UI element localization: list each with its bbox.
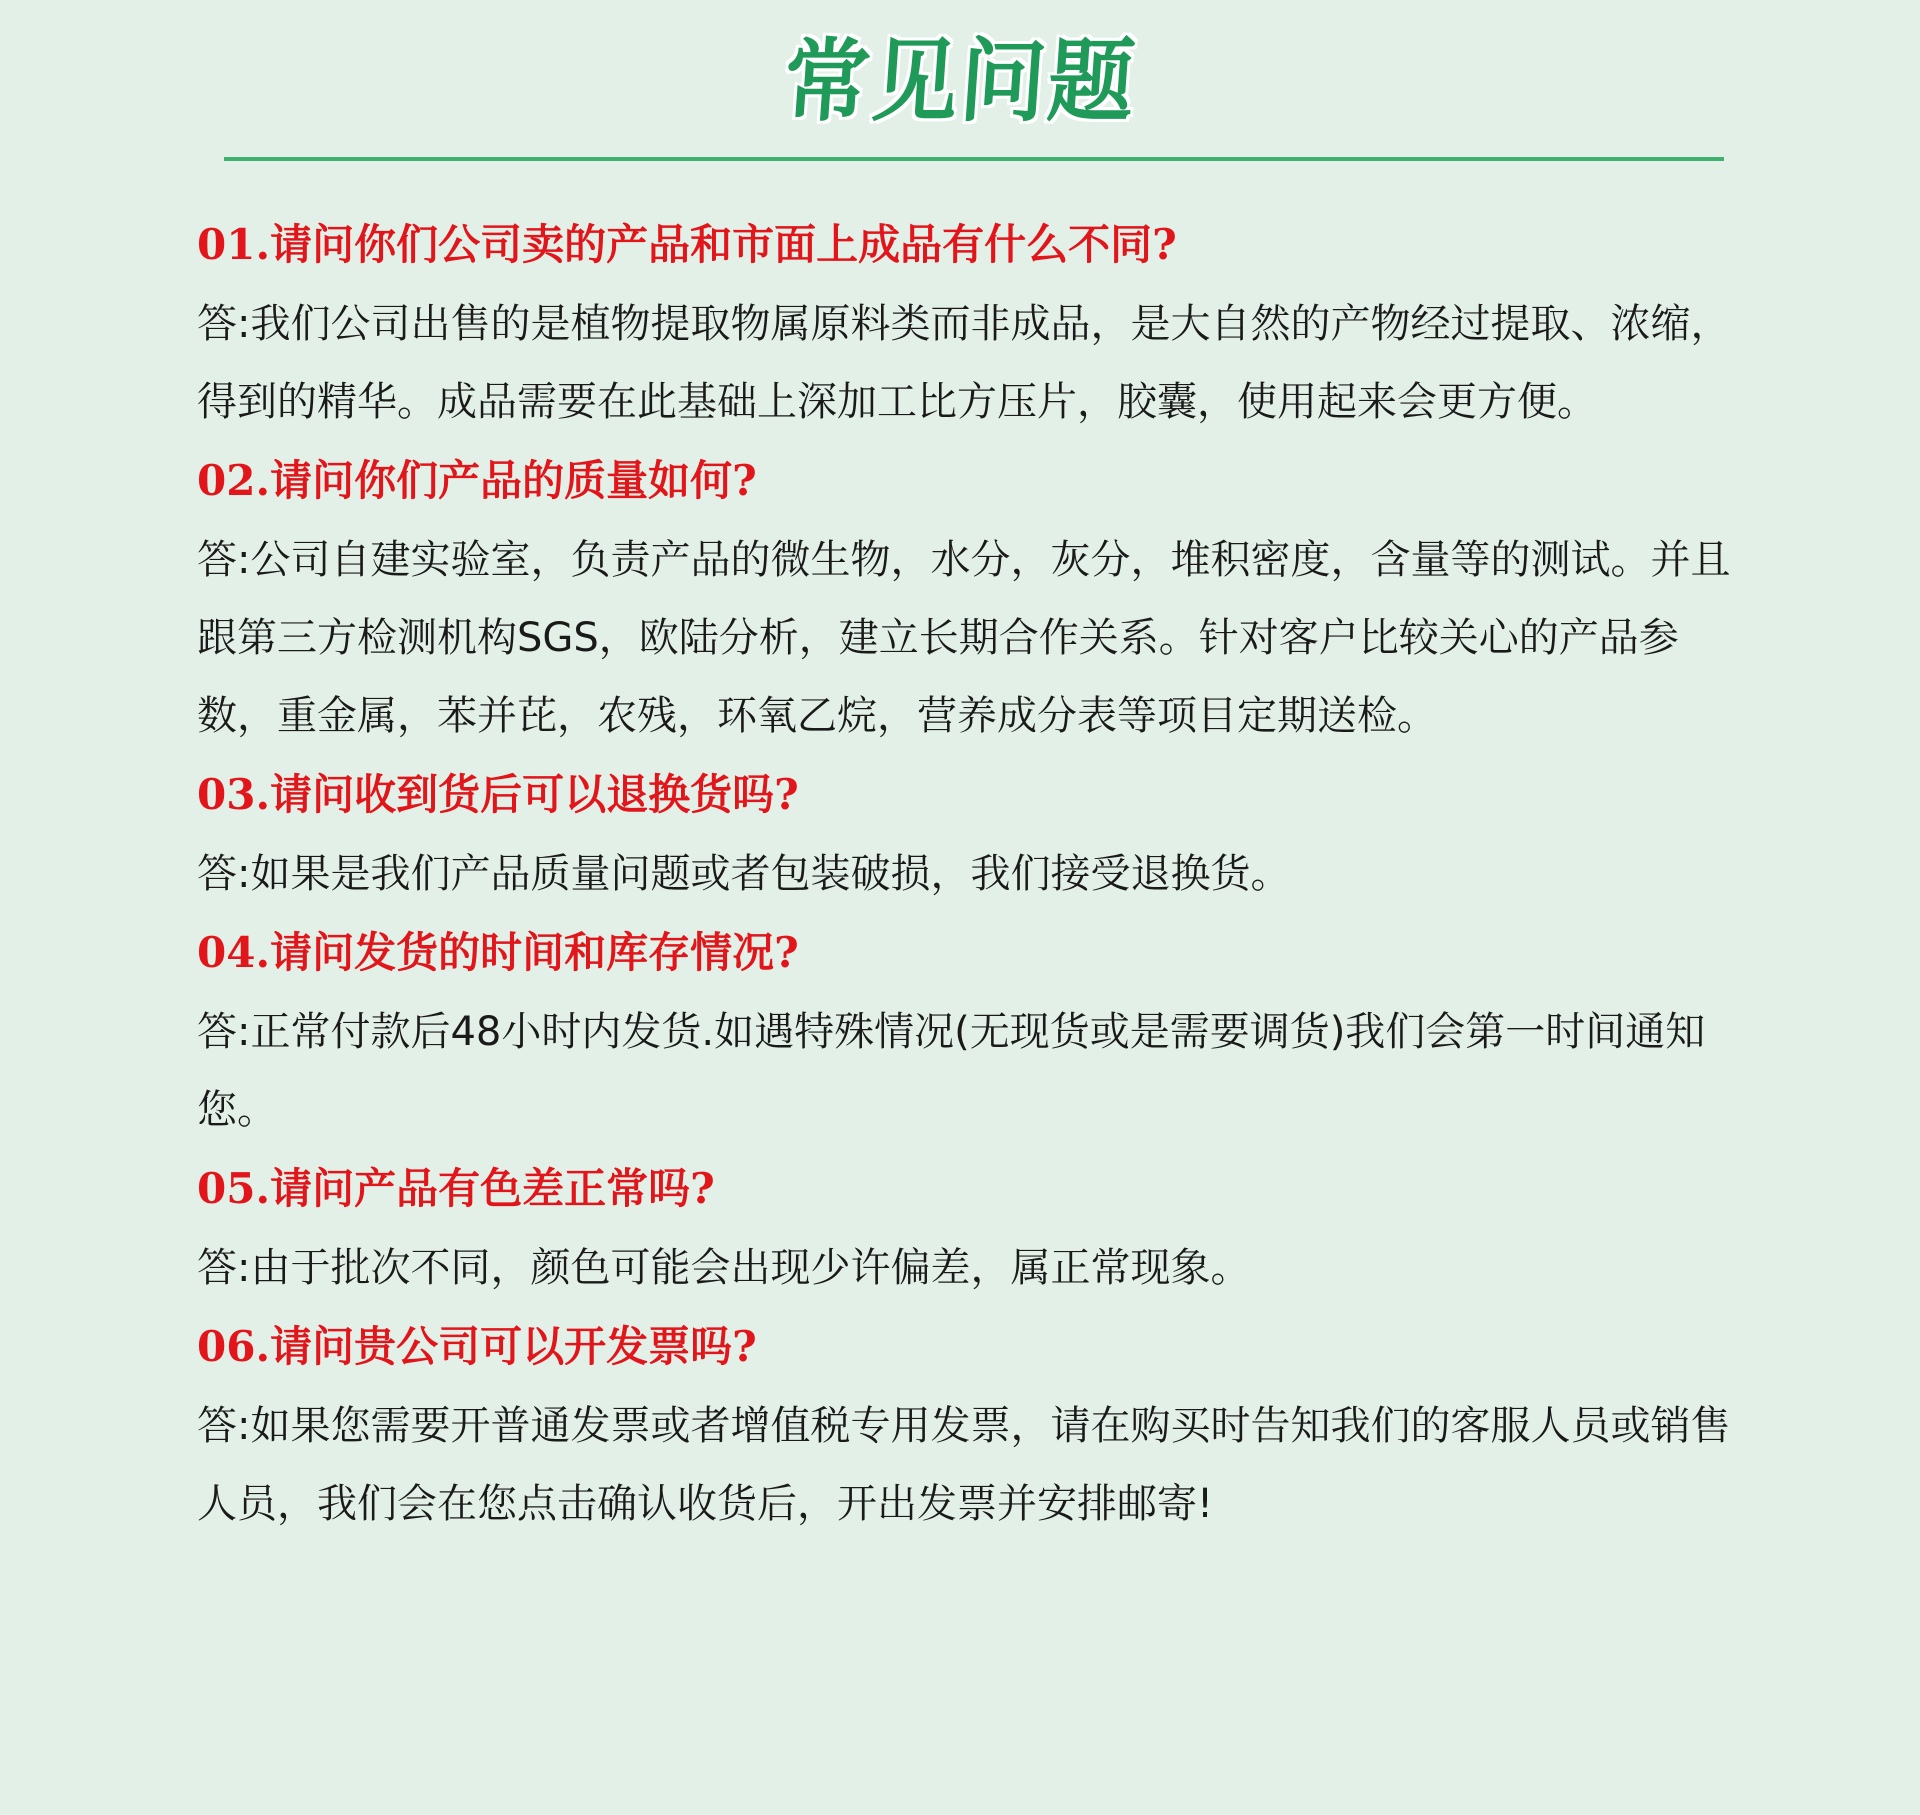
faq-question: 01.请问你们公司卖的产品和市面上成品有什么不同? — [197, 220, 1177, 269]
faq-question: 04.请问发货的时间和库存情况? — [197, 928, 799, 977]
faq-answer: 答:由于批次不同，颜色可能会出现少许偏差，属正常现象。 — [197, 1245, 1251, 1291]
faq-question: 03.请问收到货后可以退换货吗? — [197, 770, 799, 819]
title-banner — [0, 22, 1920, 142]
faq-item-6 — [197, 1307, 1757, 1543]
faq-question: 06.请问贵公司可以开发票吗? — [197, 1322, 757, 1371]
page-title: 常见问题 — [780, 29, 1140, 135]
faq-question: 05.请问产品有色差正常吗? — [197, 1164, 715, 1213]
faq-item-3 — [197, 755, 1757, 913]
faq-item-4 — [197, 913, 1757, 1149]
faq-question: 02.请问你们产品的质量如何? — [197, 456, 757, 505]
faq-item-2 — [197, 441, 1757, 755]
faq-item-5 — [197, 1149, 1757, 1307]
faq-answer: 答:公司自建实验室，负责产品的微生物，水分，灰分，堆积密度，含量等的测试。并且跟第三方检测机构SGS，欧陆分析，建立长期合作关系。针对客户比较关心的产品参数，重金属，苯并芘，农残，环氧乙烷，营养成分表等项目定期送检。 — [197, 537, 1731, 739]
faq-answer: 答:如果您需要开普通发票或者增值税专用发票，请在购买时告知我们的客服人员或销售人员，我们会在您点击确认收货后，开出发票并安排邮寄! — [197, 1403, 1731, 1527]
faq-answer: 答:正常付款后48小时内发货.如遇特殊情况(无现货或是需要调货)我们会第一时间通知您。 — [197, 1009, 1706, 1133]
faq-answer: 答:我们公司出售的是植物提取物属原料类而非成品，是大自然的产物经过提取、浓缩，得到的精华。成品需要在此基础上深加工比方压片，胶囊，使用起来会更方便。 — [197, 301, 1731, 425]
faq-list — [197, 205, 1757, 1543]
title-divider — [224, 157, 1724, 161]
faq-item-1 — [197, 205, 1757, 441]
faq-answer: 答:如果是我们产品质量问题或者包装破损，我们接受退换货。 — [197, 851, 1291, 897]
